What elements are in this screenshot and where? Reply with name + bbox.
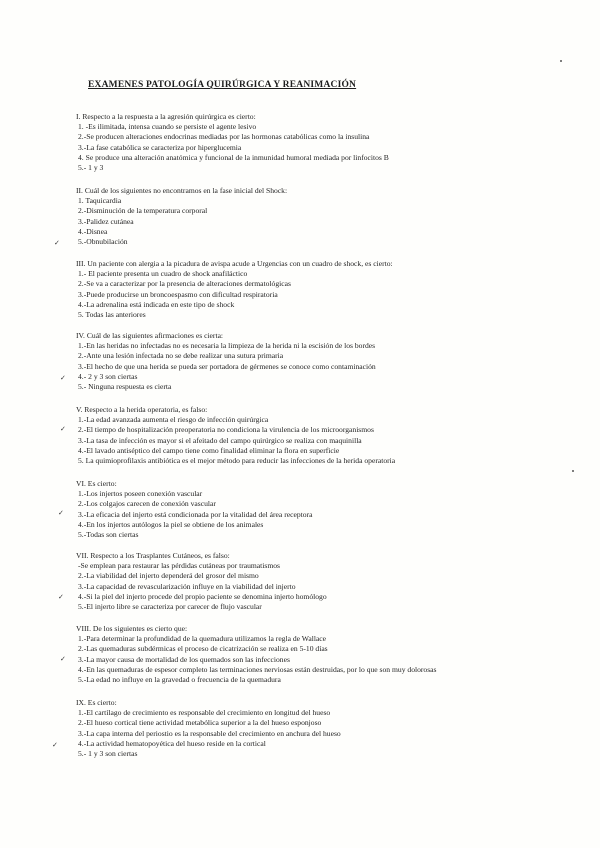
question-4 xyxy=(66,331,586,392)
margin-check-mark: ✓ xyxy=(60,655,66,663)
option: 3.-La capa interna del periostio es la responsable del crecimiento en anchura del hueso xyxy=(78,728,341,738)
option: 4.-La actividad hematopoyética del hueso reside en la cortical xyxy=(78,738,266,748)
option: 3.-La fase catabólica se caracteriza por hiperglucemia xyxy=(78,142,242,152)
option: 4.-En los injertos autólogos la piel se obtiene de los animales xyxy=(78,519,264,529)
scan-speck xyxy=(572,470,574,472)
option: 1.- El paciente presenta un cuadro de shock anafiláctico xyxy=(78,269,248,279)
option: 3.-Palidez cutánea xyxy=(78,216,134,226)
option: -Se emplean para restaurar las pérdidas cutáneas por traumatismos xyxy=(78,561,280,571)
margin-check-mark: ✓ xyxy=(58,593,64,601)
question-9 xyxy=(66,698,586,759)
option: 1.-Para determinar la profundidad de la quemadura utilizamos la regla de Wallace xyxy=(78,634,327,644)
option: 5. La quimioprofilaxis antibiótica es el mejor método para reducir las infecciones de la herida operatoria xyxy=(78,456,396,466)
option: 3.-La mayor causa de mortalidad de los quemados son las infecciones xyxy=(78,654,290,664)
option: 5.-La edad no influye en la gravedad o frecuencia de la quemadura xyxy=(78,675,281,685)
question-stem: IX. Es cierto: xyxy=(76,698,117,707)
question-stem: VI. Es cierto: xyxy=(76,479,117,488)
question-2 xyxy=(66,186,586,247)
option: 4.-Si la piel del injerto procede del propio paciente se denomina injerto homólogo xyxy=(78,591,327,601)
option: 4. Se produce una alteración anatómica y funcional de la inmunidad humoral mediada por linfocitos B xyxy=(78,152,389,162)
option: 3.-El hecho de que una herida se pueda ser portadora de gérmenes se conoce como contaminación xyxy=(78,361,376,371)
option: 1.-La edad avanzada aumenta el riesgo de infección quirúrgica xyxy=(78,415,269,425)
option: 2.-Disminución de la temperatura corporal xyxy=(78,206,208,216)
option: 5.- 1 y 3 xyxy=(78,163,104,173)
question-stem: III. Un paciente con alergia a la picadura de avispa acude a Urgencias con un cuadro de shock, es cierto: xyxy=(76,259,393,268)
margin-check-mark: ✓ xyxy=(58,509,64,517)
question-stem: IV. Cuál de las siguientes afirmaciones es cierta: xyxy=(76,331,224,340)
option: 5.-El injerto libre se caracteriza por carecer de flujo vascular xyxy=(78,602,262,612)
option: 2.-Se producen alteraciones endocrinas mediadas por las hormonas catabólicas como la insulina xyxy=(78,132,370,142)
option: 4.-En las quemaduras de espesor completo las terminaciones nerviosas están destruidas, por lo que son muy dolorosas xyxy=(78,664,437,674)
margin-check-mark: ✓ xyxy=(60,425,66,433)
option: 5.- 1 y 3 son ciertas xyxy=(78,749,138,759)
page-title: EXAMENES PATOLOGÍA QUIRÚRGICA Y REANIMACIÓN xyxy=(88,80,357,90)
option: 3.-La eficacia del injerto está condicionada por la vitalidad del área receptora xyxy=(78,509,313,519)
option: 1.-El cartílago de crecimiento es responsable del crecimiento en longitud del hueso xyxy=(78,708,331,718)
option: 2.-El tiempo de hospitalización preoperatoria no condiciona la virulencia de los microorganismos xyxy=(78,425,374,435)
scan-speck xyxy=(560,60,562,62)
option: 1.-Los injertos poseen conexión vascular xyxy=(78,489,203,499)
margin-check-mark: ✓ xyxy=(60,374,66,382)
option: 3.-La capacidad de revascularización influye en la viabilidad del injerto xyxy=(78,581,296,591)
margin-check-mark: ✓ xyxy=(52,741,58,749)
margin-check-mark: ✓ xyxy=(54,239,60,247)
option: 1. Taquicardia xyxy=(78,196,122,206)
question-3 xyxy=(66,259,586,320)
question-stem: I. Respecto a la respuesta a la agresión quirúrgica es cierto: xyxy=(76,112,256,121)
option: 4.-Disnea xyxy=(78,226,108,236)
question-6 xyxy=(66,479,586,540)
question-stem: V. Respecto a la herida operatoria, es falso: xyxy=(76,405,208,414)
question-stem: VII. Respecto a los Trasplantes Cutáneos, es falso: xyxy=(76,551,230,560)
option: 2.-Los colgajos carecen de conexión vascular xyxy=(78,499,216,509)
option: 3.-Puede producirse un broncoespasmo con dificultad respiratoria xyxy=(78,289,278,299)
option: 2.-El hueso cortical tiene actividad metabólica superior a la del hueso esponjoso xyxy=(78,718,322,728)
option: 2.-Ante una lesión infectada no se debe realizar una sutura primaria xyxy=(78,351,284,361)
option: 5.-Todas son ciertas xyxy=(78,530,139,540)
option: 4.-La adrenalina está indicada en este tipo de shock xyxy=(78,299,235,309)
option: 4.-El lavado antiséptico del campo tiene como finalidad eliminar la flora en superficie xyxy=(78,445,340,455)
option: 5.-Obnubilación xyxy=(78,237,128,247)
option: 1. -Es ilimitada, intensa cuando se persiste el agente lesivo xyxy=(78,122,257,132)
option: 4.- 2 y 3 son ciertas xyxy=(78,371,138,381)
option: 2.-La viabilidad del injerto dependerá del grosor del mismo xyxy=(78,571,259,581)
question-1 xyxy=(66,112,586,173)
question-8 xyxy=(66,624,586,685)
option: 3.-La tasa de infección es mayor si el afeitado del campo quirúrgico se realiza con maquinilla xyxy=(78,435,362,445)
question-stem: II. Cuál de los siguientes no encontramos en la fase inicial del Shock: xyxy=(76,186,288,195)
question-stem: VIII. De los siguientes es cierto que: xyxy=(76,624,188,633)
question-5 xyxy=(66,405,586,466)
option: 2.-Se va a caracterizar por la presencia de alteraciones dermatológicas xyxy=(78,279,291,289)
option: 5.- Ninguna respuesta es cierta xyxy=(78,382,172,392)
option: 5. Todas las anteriores xyxy=(78,310,146,320)
question-7 xyxy=(66,551,586,612)
option: 1.-En las heridas no infectadas no es necesaria la limpieza de la herida ni la escisión de los bordes xyxy=(78,341,376,351)
option: 2.-Las quemaduras subdérmicas el proceso de cicatrización se realiza en 5-10 días xyxy=(78,644,328,654)
